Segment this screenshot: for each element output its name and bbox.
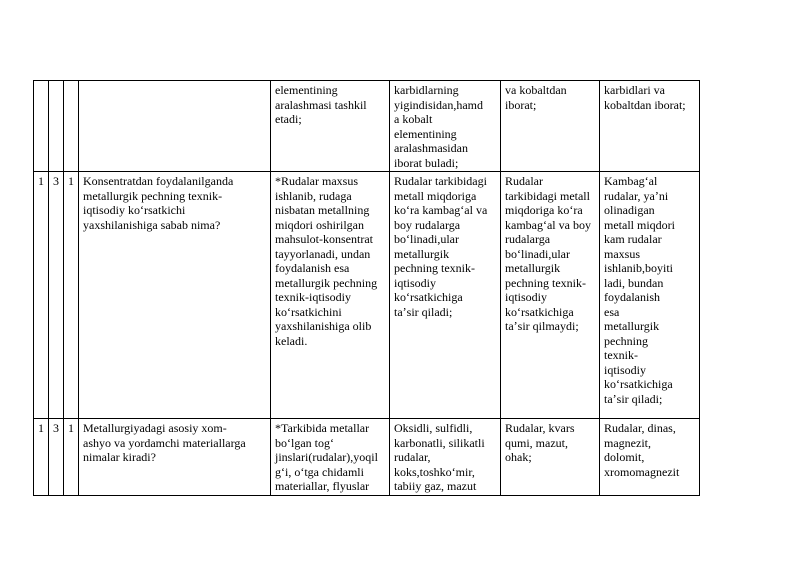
row-score-cell: 1 — [64, 419, 79, 496]
row-score-cell — [64, 81, 79, 172]
correct-answer-cell: *Tarkibida metallar boʻlgan togʻ jinslari(rudalar),yoqil gʻi, oʻtga chidamli materiallar, flyuslar — [271, 419, 390, 496]
question-cell: Metallurgiyadagi asosiy xom- ashyo va yordamchi materiallarga nimalar kiradi? — [79, 419, 271, 496]
answer-option-cell: Oksidli, sulfidli, karbonatli, silikatli rudalar, koks,toshkoʻmir, tabiiy gaz, mazut — [390, 419, 501, 496]
answer-option-cell: karbidlarning yigindisidan,hamd a kobalt elementining aralashmasidan iborat buladi; — [390, 81, 501, 172]
row-level-cell: 3 — [49, 172, 64, 419]
row-level-cell — [49, 81, 64, 172]
answer-option-cell: va kobaltdan iborat; — [501, 81, 600, 172]
answer-option-cell: Rudalar, dinas, magnezit, dolomit, xromomagnezit — [600, 419, 700, 496]
answer-option-cell: karbidlari va kobaltdan iborat; — [600, 81, 700, 172]
answer-option-cell: Rudalar tarkibidagi metall miqdoriga koʻra kambagʻal va boy rudalarga boʻlinadi,ular metallurgik pechning texnik- iqtisodiy koʻrsatkichiga taʼsir qiladi; — [390, 172, 501, 419]
row-number-cell: 1 — [34, 172, 49, 419]
answer-option-cell: Rudalar, kvars qumi, mazut, ohak; — [501, 419, 600, 496]
table-row — [34, 419, 700, 496]
row-number-cell: 1 — [34, 419, 49, 496]
question-cell — [79, 81, 271, 172]
answer-option-cell: Rudalar tarkibidagi metall miqdoriga koʻra kambagʻal va boy rudalarga boʻlinadi,ular metallurgik pechning texnik- iqtisodiy koʻrsatkichiga taʼsir qilmaydi; — [501, 172, 600, 419]
answer-option-cell: Kambagʻal rudalar, yaʼni olinadigan metall miqdori kam rudalar maxsus ishlanib,boyiti ladi, bundan foydalanish esa metallurgik pechning texnik- iqtisodiy koʻrsatkichiga taʼsir qiladi; — [600, 172, 700, 419]
question-cell: Konsentratdan foydalanilganda metallurgik pechning texnik- iqtisodiy koʻrsatkichi yaxshilanishiga sabab nima? — [79, 172, 271, 419]
table-row — [34, 172, 700, 419]
row-number-cell — [34, 81, 49, 172]
row-score-cell: 1 — [64, 172, 79, 419]
correct-answer-cell: elementining aralashmasi tashkil etadi; — [271, 81, 390, 172]
correct-answer-cell: *Rudalar maxsus ishlanib, rudaga nisbatan metallning miqdori oshirilgan mahsulot-konsentrat tayyorlanadi, undan foydalanish esa metallurgik pechning texnik-iqtisodiy koʻrsatkichini yaxshilanishiga olib keladi. — [271, 172, 390, 419]
table-row — [34, 81, 700, 172]
test-questions-table — [33, 80, 700, 496]
row-level-cell: 3 — [49, 419, 64, 496]
